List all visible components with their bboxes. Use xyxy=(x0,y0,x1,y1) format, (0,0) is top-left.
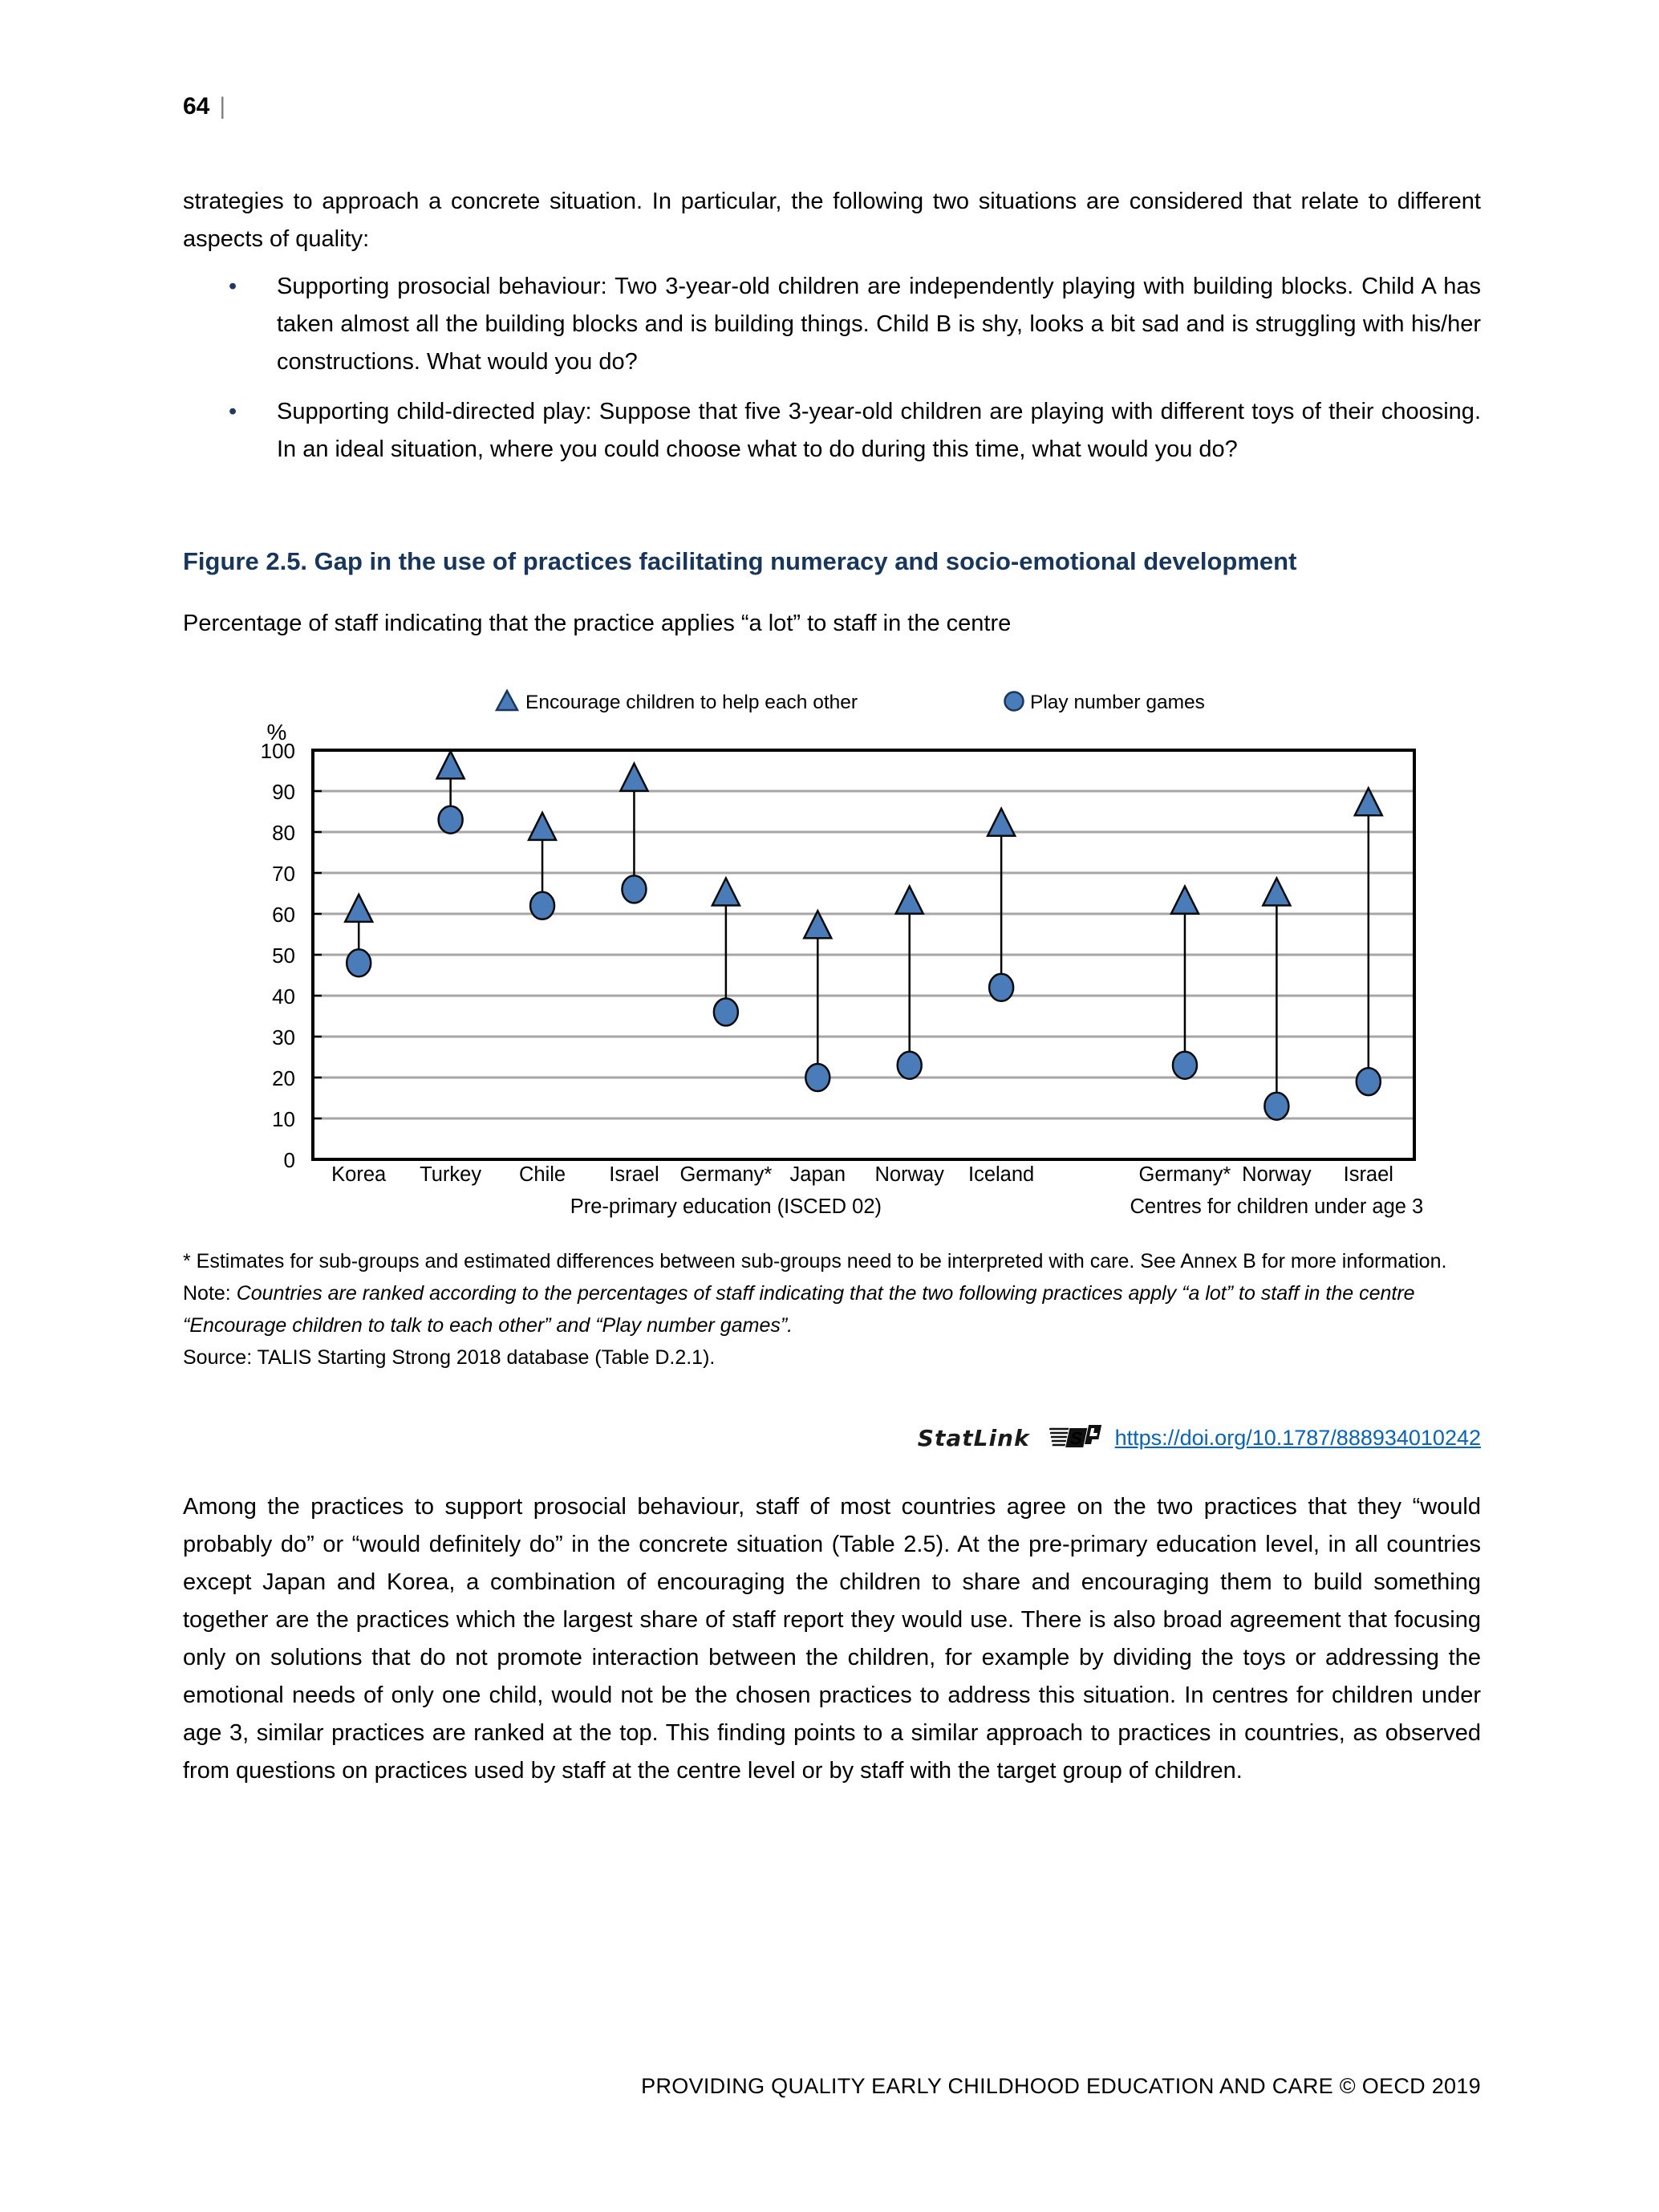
x-axis-label: Norway xyxy=(1242,1163,1312,1186)
legend-label-triangle: Encourage children to help each other xyxy=(525,692,858,713)
x-group-label-under-age-3: Centres for children under age 3 xyxy=(1130,1195,1424,1218)
page-header xyxy=(183,93,225,120)
bullet-text: Supporting prosocial behaviour: Two 3-year-old children are independently playing with building blocks. Child A has taken almost all the building blocks and is building things. Child B is shy, looks a bit sad and is struggling with his/her constructions. What would you do? xyxy=(277,274,1481,375)
circle-marker xyxy=(1264,1093,1288,1120)
legend-triangle-icon xyxy=(497,691,517,710)
x-axis-label: Chile xyxy=(518,1163,566,1186)
bullet-icon: • xyxy=(229,399,237,424)
list-item xyxy=(183,268,1481,381)
y-tick-label: 30 xyxy=(272,1025,295,1049)
y-tick-label: 20 xyxy=(272,1066,295,1090)
figure-notes xyxy=(183,1245,1484,1374)
x-axis-label: Turkey xyxy=(420,1163,482,1186)
y-tick-label: 0 xyxy=(283,1148,295,1172)
legend-circle-icon xyxy=(1005,692,1024,711)
triangle-marker xyxy=(345,895,372,922)
page-separator: | xyxy=(219,93,226,120)
circle-marker xyxy=(805,1064,830,1091)
triangle-marker xyxy=(1263,879,1290,906)
statlink-url[interactable]: https://doi.org/10.1787/888934010242 xyxy=(1114,1425,1481,1450)
x-axis-label: Israel xyxy=(609,1163,659,1186)
y-tick-label: 60 xyxy=(272,903,295,927)
triangle-marker xyxy=(620,764,647,791)
y-tick-label: 10 xyxy=(272,1107,295,1131)
x-axis-label: Japan xyxy=(789,1163,846,1186)
bullet-icon: • xyxy=(229,274,237,299)
x-axis-label: Germany* xyxy=(1138,1163,1231,1186)
intro-paragraph: strategies to approach a concrete situation. In particular, the following two situations are considered that relate to different aspects of quality: xyxy=(183,189,1481,252)
figure-title: Figure 2.5. Gap in the use of practices facilitating numeracy and socio-emotional development xyxy=(183,547,1297,575)
statlink-row xyxy=(183,1422,1481,1454)
x-axis-label: Korea xyxy=(331,1163,387,1186)
circle-marker xyxy=(714,998,738,1025)
circle-marker xyxy=(898,1052,922,1079)
circle-marker xyxy=(989,974,1013,1001)
triangle-marker xyxy=(437,751,464,778)
y-axis-unit: % xyxy=(266,720,287,745)
y-tick-label: 100 xyxy=(260,739,295,763)
figure-note-estimates: * Estimates for sub-groups and estimated differences between sub-groups need to be interpreted with care. See Annex B for more information. xyxy=(183,1250,1447,1272)
figure-note-ranking xyxy=(183,1277,1484,1341)
y-tick-label: 50 xyxy=(272,944,295,968)
svg-text:S: S xyxy=(1068,1428,1085,1448)
y-tick-label: 80 xyxy=(272,821,295,845)
circle-marker xyxy=(1357,1068,1381,1095)
circle-marker xyxy=(439,806,463,834)
x-axis-label: Germany* xyxy=(679,1163,773,1186)
x-axis-label: Norway xyxy=(874,1163,944,1186)
x-axis-label: Iceland xyxy=(968,1163,1035,1186)
triangle-marker xyxy=(988,809,1015,836)
statlink-icon xyxy=(1043,1422,1102,1454)
note-label: Note: xyxy=(183,1282,237,1305)
figure-source: Source: TALIS Starting Strong 2018 database (Table D.2.1). xyxy=(183,1346,716,1369)
y-tick-label: 40 xyxy=(272,984,295,1009)
circle-marker xyxy=(622,875,646,903)
x-group-label-isced02: Pre-primary education (ISCED 02) xyxy=(570,1195,882,1218)
body-paragraph: Among the practices to support prosocial behaviour, staff of most countries agree on the two practices that they “would probably do” or “would definitely do” in the concrete situation (Table 2.5). At the pre-primary education level, in all countries except Japan and Korea, a combination of encouraging the children to share and encouraging them to build something together are the practices which the largest share of staff report they would use. There is also broad agreement that focusing only on solutions that do not promote interaction between the children, for example by dividing the toys or addressing the emotional needs of only one child, would not be the chosen practices to address this situation. In centres for children under age 3, similar practices are ranked at the top. This finding points to a similar approach to practices in countries, as observed from questions on practices used by staff at the centre level or by staff with the target group of children. xyxy=(183,1494,1481,1784)
bullet-list xyxy=(183,268,1481,481)
note-italic-text: Countries are ranked according to the percentages of staff indicating that the two following practices apply “a lot” to staff in the centre “Encourage children to talk to each other” and “Play number games”. xyxy=(183,1282,1415,1337)
triangle-marker xyxy=(529,813,556,840)
list-item xyxy=(183,393,1481,469)
circle-marker xyxy=(530,892,554,919)
x-axis-label: Israel xyxy=(1343,1163,1393,1186)
y-tick-label: 70 xyxy=(272,862,295,886)
triangle-marker xyxy=(896,887,923,914)
y-tick-label: 90 xyxy=(272,780,295,804)
legend-label-circle: Play number games xyxy=(1030,692,1205,713)
triangle-marker xyxy=(1171,887,1199,914)
bullet-text: Supporting child-directed play: Suppose that five 3-year-old children are playing with different toys of their choosing. In an ideal situation, where you could choose what to do during this time, what would you do? xyxy=(277,399,1481,462)
page-footer: PROVIDING QUALITY EARLY CHILDHOOD EDUCATION AND CARE © OECD 2019 xyxy=(641,2074,1481,2098)
triangle-marker xyxy=(712,879,740,906)
dumbbell-chart xyxy=(178,680,1481,1242)
circle-marker xyxy=(1173,1052,1197,1079)
circle-marker xyxy=(347,949,371,976)
page-number: 64 xyxy=(183,93,210,120)
figure-subtitle: Percentage of staff indicating that the practice applies “a lot” to staff in the centre xyxy=(183,611,1012,636)
statlink-label: StatLink xyxy=(917,1424,1030,1451)
